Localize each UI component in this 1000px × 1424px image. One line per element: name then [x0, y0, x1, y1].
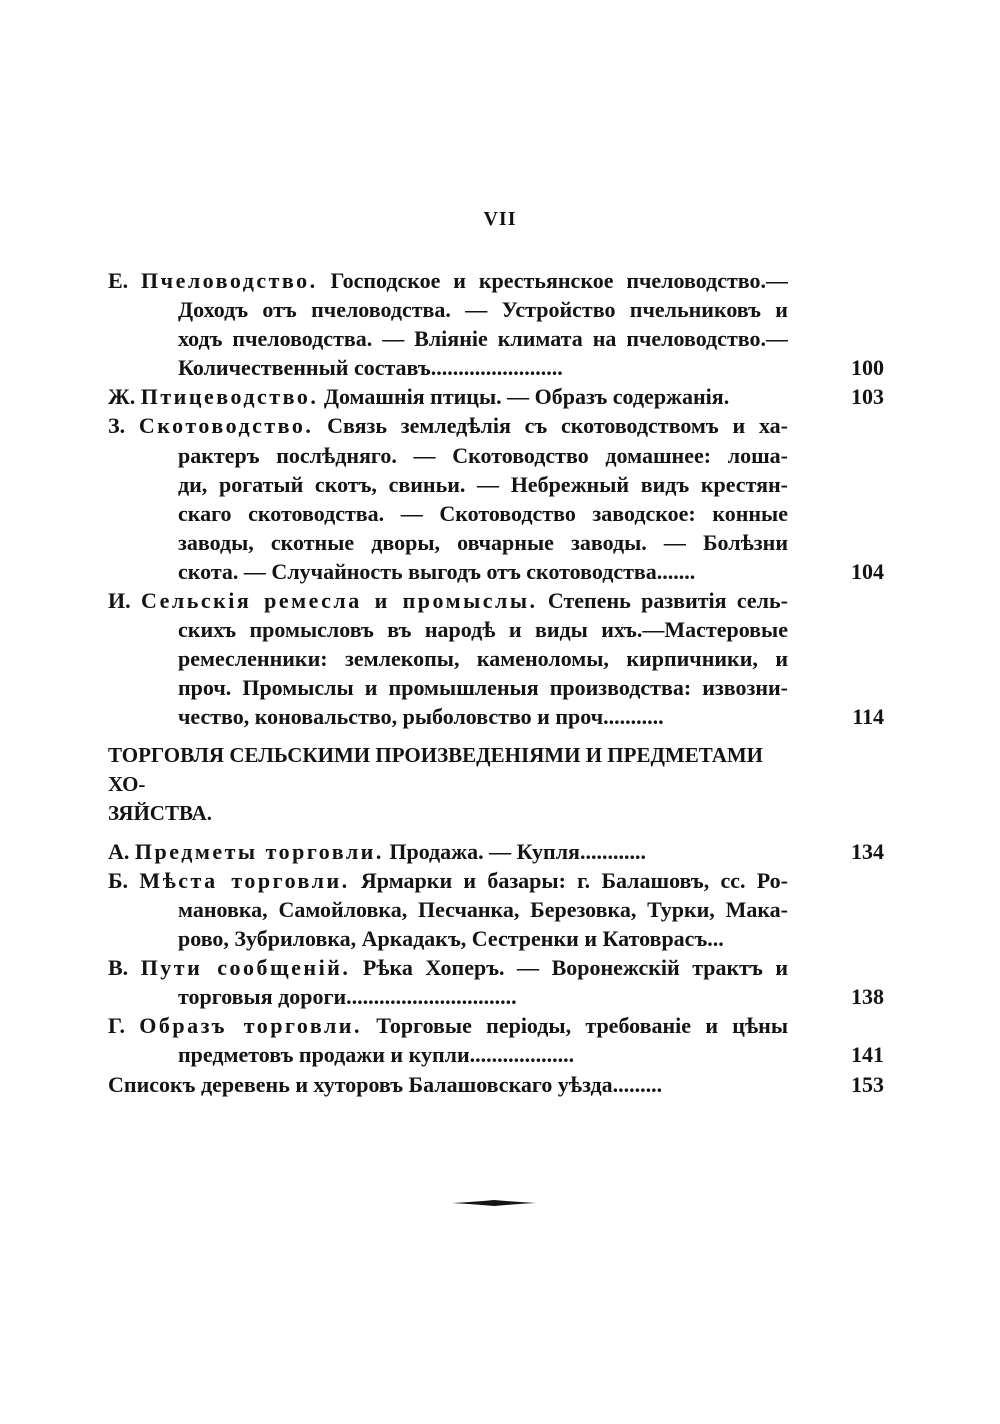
toc-entry-crafts[interactable]	[108, 586, 884, 731]
toc-line: ходъ пчеловодства. — Вліяніе климата на пчеловодство.—	[178, 326, 788, 352]
toc-line: скихъ промысловъ въ народѣ и виды ихъ.—Мастеровые	[178, 617, 788, 643]
toc-entry-livestock[interactable]	[108, 411, 884, 586]
toc-line: Б. Мѣста торговли. Ярмарки и базары: г. Балашовъ, сс. Ро-	[108, 867, 788, 893]
ornament-divider-icon	[452, 1198, 536, 1208]
toc-entry-trade-places[interactable]	[108, 866, 884, 953]
toc-page-number: 138	[851, 984, 884, 1010]
toc-line: торговыя дороги...............................	[178, 984, 517, 1010]
toc-line: И. Сельскія ремесла и промыслы. Степень развитія сель-	[108, 588, 788, 614]
toc-line: рактеръ послѣдняго. — Скотоводство домашнее: лоша-	[178, 442, 788, 468]
toc-entry-trade-items[interactable]	[108, 837, 884, 866]
toc-page-number: 103	[851, 384, 884, 410]
toc-line: А. Предметы торговли. Продажа. — Купля............	[108, 838, 646, 864]
toc-entry-poultry[interactable]	[108, 382, 884, 411]
toc-line: Ж. Птицеводство. Домашнія птицы. — Образъ содержанія.	[108, 384, 730, 410]
toc-line: Е. Пчеловодство. Господское и крестьянское пчеловодство.—	[108, 268, 788, 293]
toc-page-number: 100	[851, 355, 884, 381]
toc-line: ремесленники: землекопы, каменоломы, кирпичники, и	[178, 646, 788, 672]
toc-line: Списокъ деревень и хуторовъ Балашовскаго уѣзда.........	[108, 1071, 663, 1097]
toc-page-number: 104	[851, 558, 884, 584]
toc-page-number: 153	[851, 1071, 884, 1097]
toc-line: В. Пути сообщеній. Рѣка Хоперъ. — Воронежскій трактъ и	[108, 955, 788, 981]
toc-line: мановка, Самойловка, Песчанка, Березовка, Турки, Мака-	[178, 896, 788, 922]
section-heading	[108, 741, 798, 828]
toc-page-number: 114	[852, 704, 884, 730]
toc-entry-trade-manner[interactable]	[108, 1011, 884, 1069]
toc-line: Доходъ отъ пчеловодства. — Устройство пчельниковъ и	[178, 297, 788, 323]
toc-line: Количественный составъ........................	[178, 355, 563, 381]
table-of-contents	[108, 266, 884, 1099]
toc-page-number: 141	[851, 1042, 884, 1068]
toc-line: скота. — Случайность выгодъ отъ скотоводства.......	[178, 558, 696, 584]
section-heading-line: ЗЯЙСТВА.	[108, 800, 213, 825]
toc-line: рово, Зубриловка, Аркадакъ, Сестренки и Катоврасъ...	[178, 926, 724, 952]
toc-line: проч. Промыслы и промышленыя производства: извозни-	[178, 675, 788, 701]
toc-line: заводы, скотные дворы, овчарные заводы. — Болѣзни	[178, 529, 788, 555]
toc-line: предметовъ продажи и купли...................	[178, 1042, 575, 1068]
toc-line: скаго скотоводства. — Скотоводство заводское: конные	[178, 500, 788, 526]
toc-line: З. Скотоводство. Связь земледѣлія съ скотоводствомъ и ха-	[108, 413, 788, 439]
toc-line: чество, коновальство, рыболовство и проч...........	[178, 704, 664, 730]
toc-entry-routes[interactable]	[108, 953, 884, 1011]
toc-page-number: 134	[851, 838, 884, 864]
page-number: VII	[483, 208, 517, 230]
toc-entry-village-list[interactable]	[108, 1070, 884, 1099]
section-heading-line: ТОРГОВЛЯ СЕЛЬСКИМИ ПРОИЗВЕДЕНІЯМИ И ПРЕДМЕТАМИ ХО-	[108, 742, 764, 796]
toc-line: Г. Образъ торговли. Торговые періоды, требованіе и цѣны	[108, 1013, 788, 1039]
toc-entry-beekeeping[interactable]	[108, 266, 884, 382]
toc-line: ди, рогатый скотъ, свиньи. — Небрежный видъ крестян-	[178, 471, 788, 497]
